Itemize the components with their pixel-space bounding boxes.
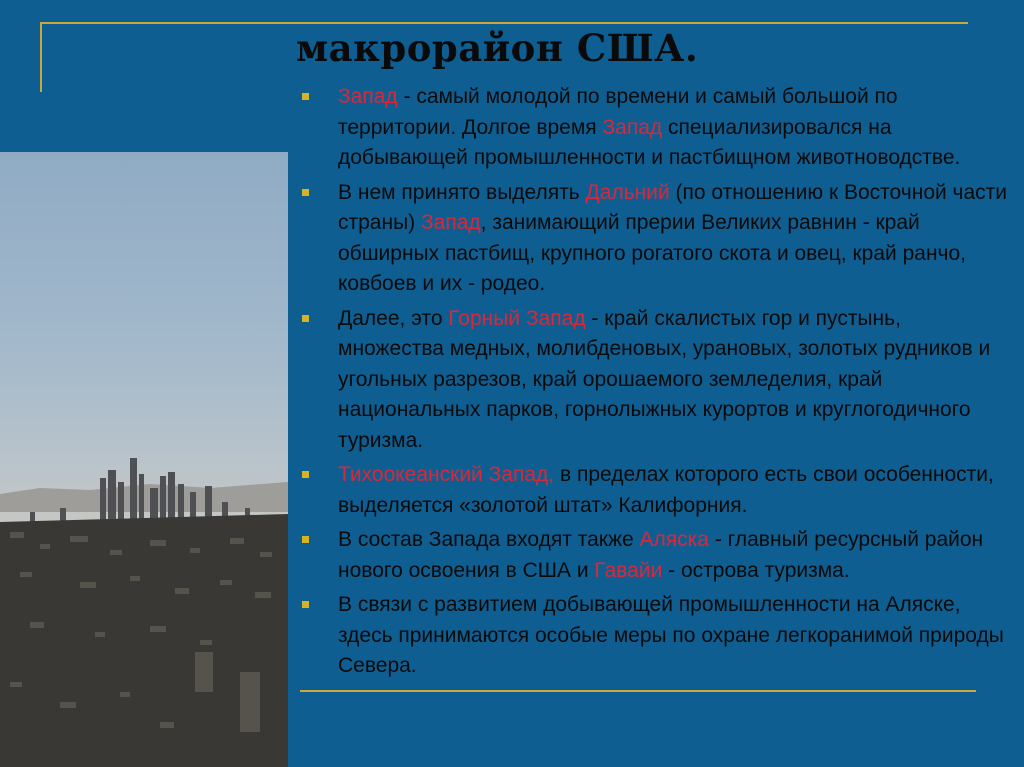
bullet-item — [300, 304, 1012, 457]
bullet-text-run: специализировался на добывающей промышленности и пастбищном животноводстве. — [338, 115, 961, 169]
city-skyline-icon — [0, 152, 288, 767]
bullet-marker-icon — [302, 471, 309, 478]
bullet-marker-icon — [302, 601, 309, 608]
bullet-marker-icon — [302, 189, 309, 196]
bullet-marker-icon — [302, 315, 309, 322]
highlighted-term: Аляска — [639, 528, 709, 551]
bullet-item — [300, 178, 1012, 300]
highlighted-term: Тихоокеанский Запад, — [338, 463, 555, 486]
side-rule — [40, 22, 42, 92]
bullet-text — [338, 85, 960, 169]
bullet-text — [338, 593, 1004, 677]
bullet-item — [300, 82, 1012, 174]
bullet-text-run: В состав Запада входят также — [338, 528, 640, 551]
bullet-text — [338, 463, 994, 517]
bullet-text-run: В нем принято выделять — [338, 180, 586, 204]
bullet-text-run: , занимающий прерии Великих равнин - край обширных пастбищ, крупного рогатого скота и овец, край ранчо, ковбоев и их - родео. — [338, 211, 967, 295]
top-rule — [40, 22, 968, 24]
bullet-list — [300, 82, 1012, 686]
bottom-divider — [300, 690, 976, 692]
bullet-item — [300, 525, 1012, 586]
bullet-text-run: в пределах которого есть свои особенности, выделяется «золотой штат» Калифорния. — [338, 463, 994, 517]
bullet-text-run: - край скалистых гор и пустынь, множества медных, молибденовых, урановых, золотых рудников и угольных разрезов, край орошаемого земледелия, край национальных парков, горнолыжных курортов и круглогодичного туризма. — [338, 306, 991, 452]
bullet-text-run: Далее, это — [338, 306, 449, 330]
highlighted-term: Запад — [338, 85, 398, 108]
bullet-text-run: - самый молодой по времени и самый большой по территории. Долгое время — [338, 85, 898, 139]
highlighted-term: Горный Запад — [448, 306, 586, 330]
highlighted-term: Дальний — [585, 180, 670, 204]
bullet-item — [300, 590, 1012, 682]
bullet-text — [338, 181, 1007, 296]
bullet-text-run: - острова туризма. — [662, 558, 850, 582]
bullet-text — [338, 528, 983, 582]
bullet-text — [338, 307, 990, 452]
highlighted-term: Запад — [421, 211, 481, 234]
bullet-text-run: В связи с развитием добывающей промышленности на Аляске, здесь принимаются особые меры по охране легкоранимой природы Севера. — [338, 593, 1004, 677]
city-skyline-photo — [0, 152, 288, 767]
bullet-marker-icon — [302, 536, 309, 543]
bullet-marker-icon — [302, 93, 309, 100]
bullet-text-run: - главный ресурсный район нового освоения в США и — [338, 528, 984, 582]
bullet-text-run: (по отношению к Восточной части страны) — [338, 180, 1008, 234]
slide-title: макрорайон США. — [296, 26, 699, 70]
highlighted-term: Гавайи — [594, 558, 663, 582]
bullet-item — [300, 460, 1012, 521]
highlighted-term: Запад — [602, 115, 663, 139]
